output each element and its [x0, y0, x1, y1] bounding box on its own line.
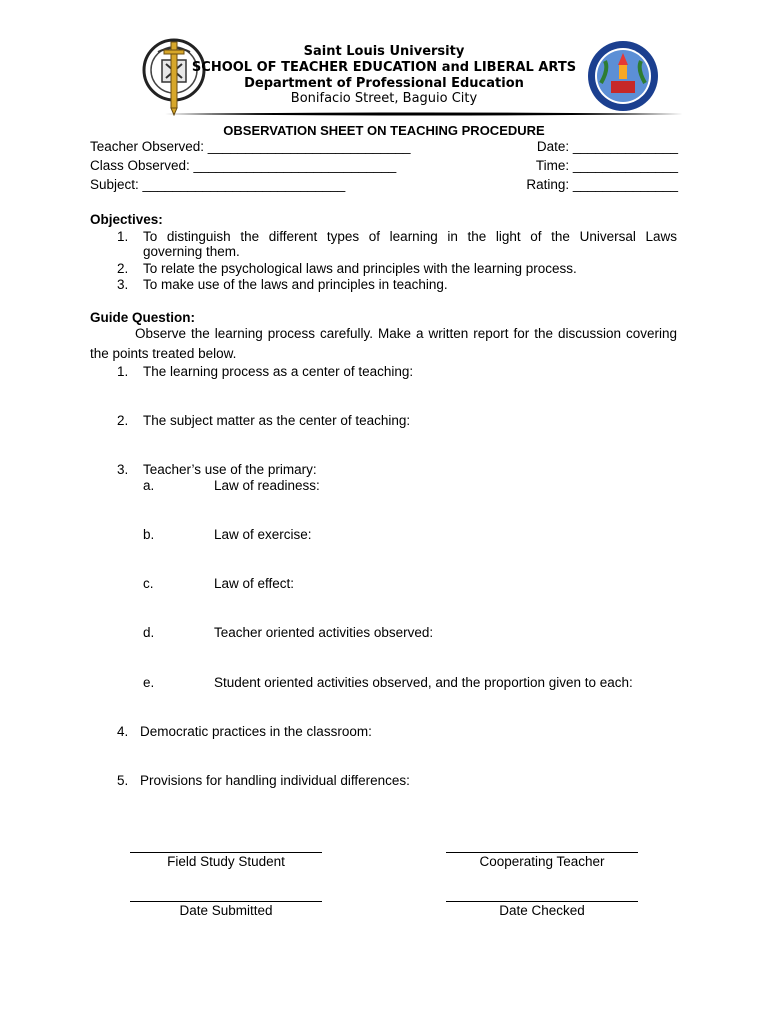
guide-question-heading: Guide Question: — [90, 310, 196, 325]
date-submitted-label: Date Submitted — [179, 903, 273, 918]
date-line-submitted — [130, 901, 322, 902]
sub-item-text: Teacher oriented activities observed: — [214, 625, 434, 640]
sub-item-letter: d. — [143, 625, 155, 640]
teacher-observed-field: Teacher Observed: ___________________________ — [90, 139, 411, 154]
guide-item-text: Teacher’s use of the primary: — [143, 462, 317, 477]
guide-item-number: 2. — [117, 413, 129, 428]
date-field: Date: ______________ — [536, 139, 678, 154]
guide-item-text: The subject matter as the center of teaching: — [143, 413, 411, 428]
time-field: Time: ______________ — [535, 158, 678, 173]
field-study-student-label: Field Study Student — [167, 854, 285, 869]
sub-item-letter: b. — [143, 527, 155, 542]
address: Bonifacio Street, Baguio City — [290, 91, 478, 106]
guide-item-number: 1. — [117, 364, 129, 379]
guide-item-text: Democratic practices in the classroom: — [140, 724, 372, 739]
sub-item-text: Law of effect: — [214, 576, 295, 591]
objective-text: To distinguish the different types of learning in the light of the Universal Laws — [143, 229, 677, 244]
objective-number: 2. — [117, 261, 129, 276]
objective-text-continued: governing them. — [143, 244, 240, 259]
guide-item-number: 3. — [117, 462, 129, 477]
school-name: SCHOOL OF TEACHER EDUCATION and LIBERAL ARTS — [191, 60, 577, 75]
objective-number: 3. — [117, 277, 129, 292]
date-line-checked — [446, 901, 638, 902]
header-rule — [165, 110, 683, 118]
class-observed-field: Class Observed: ___________________________ — [90, 158, 397, 173]
signature-line-teacher — [446, 852, 638, 853]
guide-intro: Observe the learning process carefully. Make a written report for the discussion covering — [135, 326, 677, 341]
objective-number: 1. — [117, 229, 129, 244]
guide-item-text: The learning process as a center of teaching: — [143, 364, 414, 379]
sub-item-text: Law of exercise: — [214, 527, 312, 542]
date-checked-label: Date Checked — [499, 903, 585, 918]
signature-line-student — [130, 852, 322, 853]
objective-text: To make use of the laws and principles in teaching. — [143, 277, 448, 292]
sub-item-text: Law of readiness: — [214, 478, 320, 493]
subject-field: Subject: ___________________________ — [90, 177, 346, 192]
sub-item-letter: e. — [143, 675, 155, 690]
rating-field: Rating: ______________ — [526, 177, 678, 192]
sub-item-letter: a. — [143, 478, 155, 493]
page-title: OBSERVATION SHEET ON TEACHING PROCEDURE — [223, 123, 545, 138]
guide-intro-continued: the points treated below. — [90, 346, 237, 361]
guide-item-text: Provisions for handling individual differences: — [140, 773, 410, 788]
department-name: Department of Professional Education — [244, 76, 524, 91]
cooperating-teacher-label: Cooperating Teacher — [479, 854, 605, 869]
objective-text: To relate the psychological laws and principles with the learning process. — [143, 261, 577, 276]
guide-item-number: 4. — [117, 724, 129, 739]
objectives-heading: Objectives: — [90, 212, 163, 227]
university-name: Saint Louis University — [303, 44, 465, 59]
sub-item-letter: c. — [143, 576, 154, 591]
guide-item-number: 5. — [117, 773, 129, 788]
sub-item-text: Student oriented activities observed, and the proportion given to each: — [214, 675, 633, 690]
